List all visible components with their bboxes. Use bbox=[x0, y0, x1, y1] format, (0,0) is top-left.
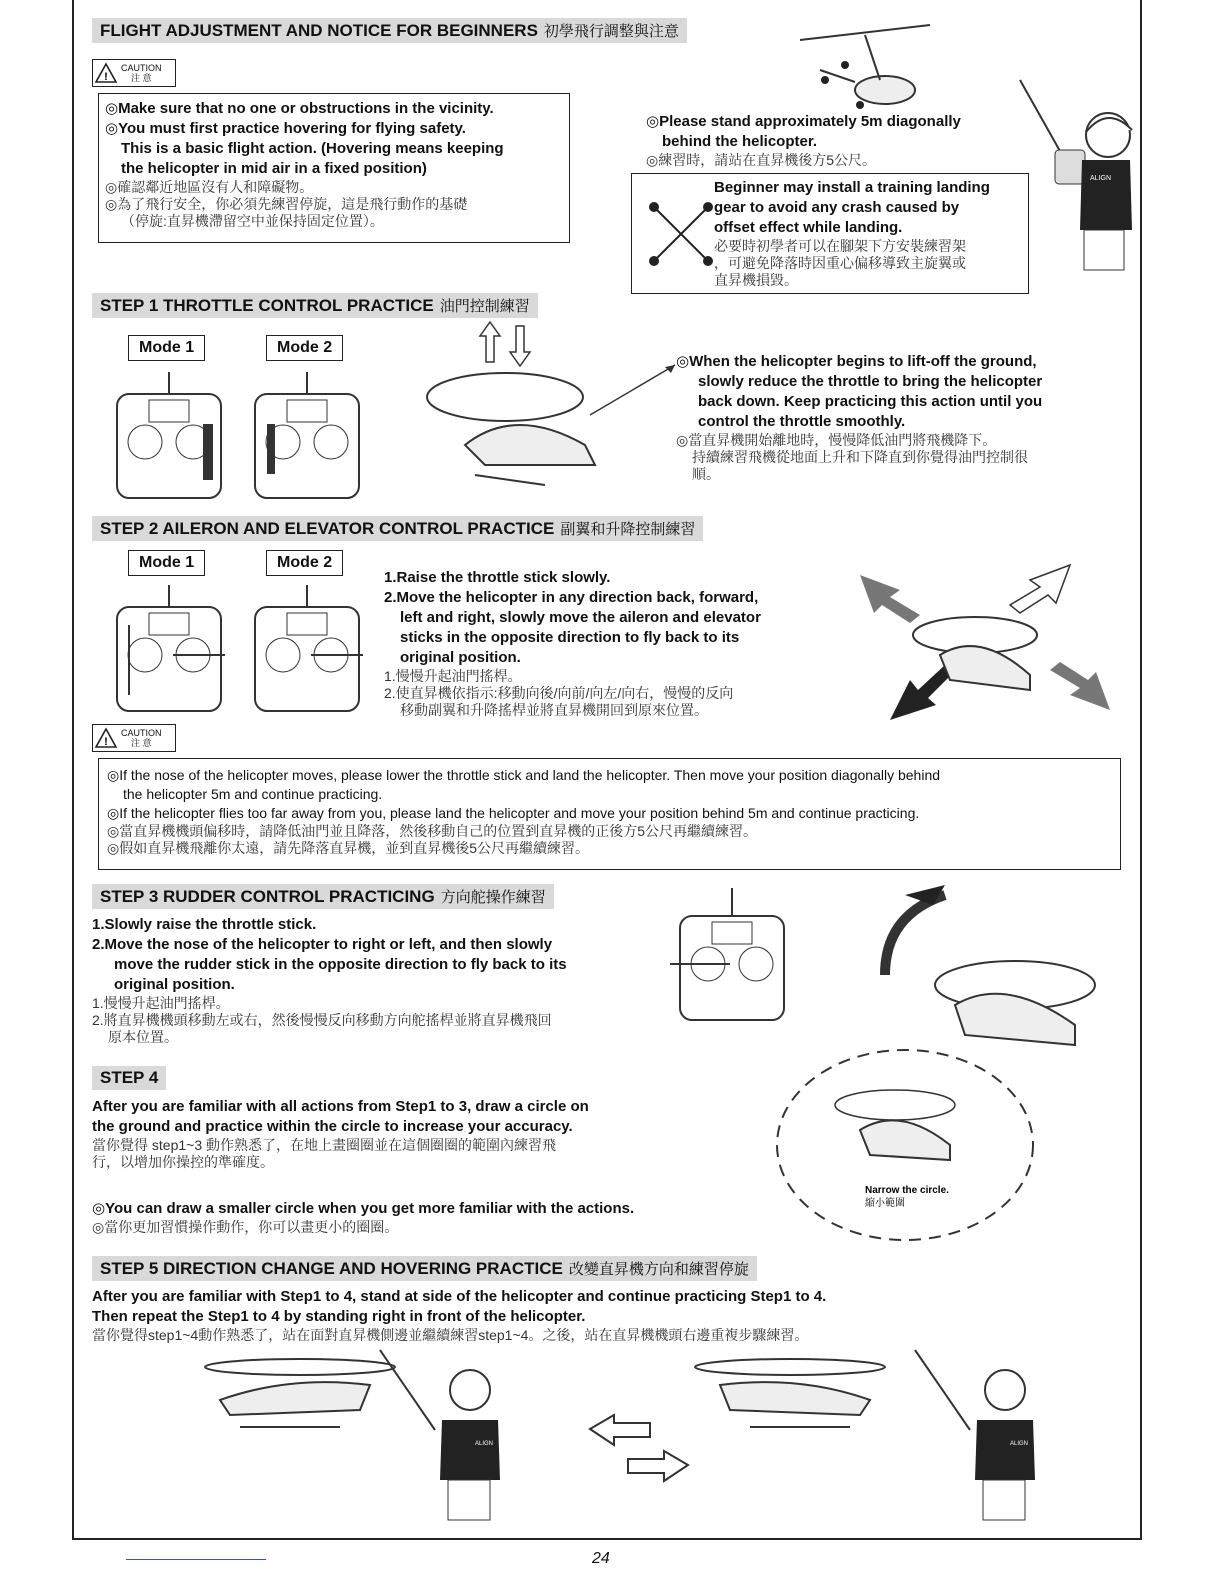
mode2-label: Mode 2 bbox=[266, 550, 343, 576]
caution-line: ◎If the helicopter flies too far away from you, please land the helicopter and move your position behind 5m and continue practicing. bbox=[107, 805, 920, 821]
caution-en: CAUTION bbox=[121, 63, 162, 73]
step4-line: the ground and practice within the circle to increase your accuracy. bbox=[92, 1118, 573, 1135]
section-header-step3 bbox=[92, 884, 554, 909]
stand-line-zh: ◎練習時，請站在直昇機後方5公尺。 bbox=[646, 152, 877, 168]
helicopter-side-left bbox=[200, 1355, 400, 1435]
training-gear-icon bbox=[646, 199, 716, 269]
step3-title: STEP 3 RUDDER CONTROL PRACTICING bbox=[100, 887, 435, 906]
notice-line: ◎You must first practice hovering for flying safety. bbox=[105, 120, 466, 137]
brand-text: ALIGN bbox=[1010, 1441, 1029, 1447]
step4-text bbox=[92, 1097, 732, 1236]
step5-line: After you are familiar with Step1 to 4, stand at side of the helicopter and continue practicing Step1 to 4. bbox=[92, 1288, 827, 1305]
notice-line: the helicopter in mid air in a fixed position) bbox=[121, 160, 427, 177]
caution-line: ◎If the nose of the helicopter moves, please lower the throttle stick and land the helicopter. Then move your position diagonally behind bbox=[107, 767, 941, 783]
step4-tip-zh: ◎當你更加習慣操作動作，你可以畫更小的圈圈。 bbox=[92, 1219, 399, 1235]
caution-line: the helicopter 5m and continue practicing. bbox=[123, 786, 383, 802]
transmitter-mode1-step1 bbox=[115, 372, 225, 502]
step4-line-zh: 行，以增加你操控的準確度。 bbox=[92, 1154, 274, 1170]
header-title-zh: 初學飛行調整與注意 bbox=[543, 23, 679, 40]
swap-arrows-icon bbox=[588, 1415, 698, 1495]
step5-text bbox=[92, 1287, 1132, 1344]
svg-text:!: ! bbox=[104, 71, 108, 83]
step3-line-zh: 2.將直昇機機頭移動左或右，然後慢慢反向移動方向舵搖桿並將直昇機飛回 bbox=[92, 1012, 552, 1028]
transmitter-mode2-step2 bbox=[253, 585, 363, 715]
step1-text bbox=[676, 352, 1106, 483]
step2-line: sticks in the opposite direction to fly back to its bbox=[400, 629, 740, 646]
caution-zh: 注 意 bbox=[130, 738, 152, 748]
pilot-figure bbox=[1020, 80, 1140, 280]
pilot-figure-left bbox=[380, 1350, 510, 1530]
step2-line: original position. bbox=[400, 649, 521, 666]
step1-title: STEP 1 THROTTLE CONTROL PRACTICE bbox=[100, 296, 434, 315]
circle-label: Narrow the circle. bbox=[865, 1185, 949, 1196]
notice-line-zh: ◎為了飛行安全，你必須先練習停旋，這是飛行動作的基礎 bbox=[105, 196, 468, 212]
step3-line-zh: 1.慢慢升起油門搖桿。 bbox=[92, 995, 230, 1011]
section-header-step4 bbox=[92, 1066, 166, 1090]
step3-line: 2.Move the nose of the helicopter to right or left, and then slowly bbox=[92, 936, 553, 953]
brand-text: ALIGN bbox=[1090, 175, 1112, 182]
stand-line: behind the helicopter. bbox=[662, 133, 818, 150]
mode1-label: Mode 1 bbox=[128, 550, 205, 576]
transmitter-step3 bbox=[670, 888, 790, 1028]
notice-line: This is a basic flight action. (Hovering means keeping bbox=[121, 140, 504, 157]
mode2-label: Mode 2 bbox=[266, 335, 343, 361]
step2-line-zh: 移動副翼和升降搖桿並將直昇機開回到原來位置。 bbox=[400, 702, 708, 718]
footer-rule bbox=[126, 1559, 266, 1560]
brand-text: ALIGN bbox=[475, 1441, 494, 1447]
step4-line: After you are familiar with all actions from Step1 to 3, draw a circle on bbox=[92, 1098, 589, 1115]
warning-icon bbox=[95, 63, 117, 83]
helicopter-liftoff-illustration bbox=[425, 365, 685, 495]
stand-note bbox=[646, 112, 1026, 169]
header-title: FLIGHT ADJUSTMENT AND NOTICE FOR BEGINNERS bbox=[100, 21, 538, 40]
step2-line-zh: 2.使直昇機依指示:移動向後/向前/向左/向右，慢慢的反向 bbox=[384, 685, 734, 701]
caution-zh: 注 意 bbox=[130, 73, 152, 83]
step5-line: Then repeat the Step1 to 4 by standing right in front of the helicopter. bbox=[92, 1308, 586, 1325]
step2-line: 2.Move the helicopter in any direction back, forward, bbox=[384, 589, 759, 606]
step1-line: ◎When the helicopter begins to lift-off the ground, bbox=[676, 353, 1037, 370]
transmitter-mode2-step1 bbox=[253, 372, 363, 502]
step1-line: slowly reduce the throttle to bring the helicopter bbox=[698, 373, 1043, 390]
section-header-step2 bbox=[92, 516, 703, 541]
step2-line-zh: 1.慢慢升起油門搖桿。 bbox=[384, 668, 522, 684]
helicopter-top-illustration bbox=[790, 10, 940, 120]
step5-line-zh: 當你覺得step1~4動作熟悉了，站在面對直昇機側邊並繼續練習step1~4。之後，站在直昇機機頭右邊重複步驟練習。 bbox=[92, 1327, 809, 1343]
step2-line: 1.Raise the throttle stick slowly. bbox=[384, 569, 611, 586]
transmitter-mode1-step2 bbox=[115, 585, 225, 715]
pilot-figure-right bbox=[915, 1350, 1045, 1530]
step4-line-zh: 當你覺得 step1~3 動作熟悉了，在地上畫圈圈並在這個圈圈的範圍內練習飛 bbox=[92, 1137, 556, 1153]
page-number: 24 bbox=[592, 1550, 610, 1567]
step1-title-zh: 油門控制練習 bbox=[439, 298, 530, 315]
section-header-step5 bbox=[92, 1256, 757, 1281]
step2-text bbox=[384, 568, 834, 719]
step1-line-zh: 順。 bbox=[692, 466, 720, 482]
svg-text:!: ! bbox=[104, 736, 108, 748]
circle-practice-illustration bbox=[770, 1045, 1040, 1245]
step5-title: STEP 5 DIRECTION CHANGE AND HOVERING PRACTICE bbox=[100, 1259, 563, 1278]
step1-line-zh: ◎當直昇機開始離地時，慢慢降低油門將飛機降下。 bbox=[676, 432, 997, 448]
step5-title-zh: 改變直昇機方向和練習停旋 bbox=[568, 1261, 749, 1278]
step4-tip: ◎You can draw a smaller circle when you get more familiar with the actions. bbox=[92, 1200, 635, 1217]
step3-line-zh: 原本位置。 bbox=[108, 1029, 178, 1045]
gear-line: gear to avoid any crash caused by bbox=[714, 199, 960, 216]
section-header-step1 bbox=[92, 293, 538, 318]
gear-line-zh: ，可避免降落時因重心偏移導致主旋翼或 bbox=[714, 255, 966, 271]
caution-line-zh: ◎假如直昇機飛離你太遠，請先降落直昇機，並到直昇機後5公尺再繼續練習。 bbox=[107, 840, 589, 856]
notice-line-zh: ◎確認鄰近地區沒有人和障礙物。 bbox=[105, 179, 314, 195]
step2-title: STEP 2 AILERON AND ELEVATOR CONTROL PRACTICE bbox=[100, 519, 555, 538]
step4-title: STEP 4 bbox=[100, 1068, 159, 1087]
training-gear-box bbox=[631, 173, 1029, 294]
mode1-label: Mode 1 bbox=[128, 335, 205, 361]
notice-box bbox=[98, 93, 570, 243]
step2-title-zh: 副翼和升降控制練習 bbox=[560, 521, 696, 538]
stand-line: ◎Please stand approximately 5m diagonally bbox=[646, 113, 961, 130]
caution-en: CAUTION bbox=[121, 728, 162, 738]
warning-icon bbox=[95, 728, 117, 748]
step1-line: control the throttle smoothly. bbox=[698, 413, 906, 430]
gear-line-zh: 直昇機損毀。 bbox=[714, 272, 798, 288]
step1-line-zh: 持續練習飛機從地面上升和下降直到你覺得油門控制很 bbox=[692, 449, 1028, 465]
step3-line: original position. bbox=[114, 976, 235, 993]
helicopter-side-right bbox=[690, 1355, 890, 1435]
caution-line-zh: ◎當直昇機機頭偏移時，請降低油門並且降落，然後移動自己的位置到直昇機的正後方5公尺再繼續練習。 bbox=[107, 823, 757, 839]
step3-title-zh: 方向舵操作練習 bbox=[440, 889, 546, 906]
caution-box bbox=[98, 758, 1121, 870]
gear-line: Beginner may install a training landing bbox=[714, 179, 990, 196]
notice-line-zh: （停旋:直昇機滯留空中並保持固定位置）。 bbox=[121, 213, 384, 229]
up-down-arrows-icon bbox=[480, 322, 540, 366]
step3-line: move the rudder stick in the opposite direction to fly back to its bbox=[114, 956, 567, 973]
gear-line: offset effect while landing. bbox=[714, 219, 903, 236]
direction-arrows-illustration bbox=[850, 545, 1120, 735]
step3-line: 1.Slowly raise the throttle stick. bbox=[92, 916, 317, 933]
section-header-flight-adjustment bbox=[92, 18, 687, 43]
step1-line: back down. Keep practicing this action until you bbox=[698, 393, 1043, 410]
gear-line-zh: 必要時初學者可以在腳架下方安裝練習架 bbox=[714, 238, 966, 254]
step2-line: left and right, slowly move the aileron and elevator bbox=[400, 609, 761, 626]
caution-label bbox=[92, 59, 176, 87]
notice-line: ◎Make sure that no one or obstructions in the vicinity. bbox=[105, 100, 494, 117]
caution-label bbox=[92, 724, 176, 752]
step3-text bbox=[92, 915, 672, 1046]
circle-label-zh: 縮小範圍 bbox=[865, 1198, 905, 1209]
